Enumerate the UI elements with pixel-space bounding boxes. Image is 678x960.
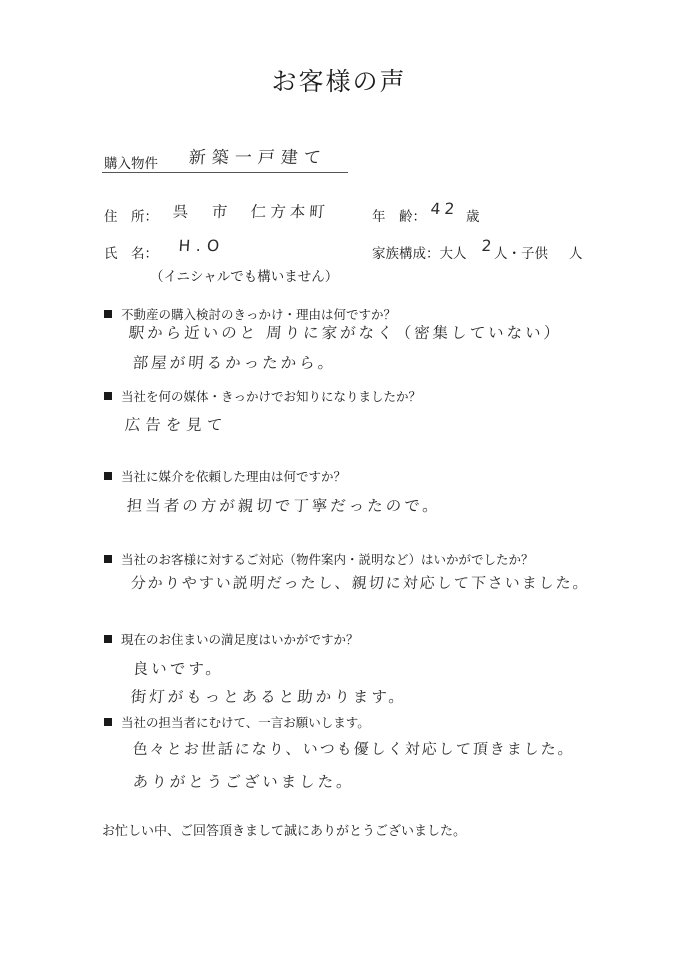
bullet-square-icon	[104, 635, 112, 643]
answer-5-line-1: 良いです。	[132, 660, 225, 678]
question-text: 当社の担当者にむけて、一言お願いします。	[121, 715, 370, 730]
answer-1-line-1: 駅から近いのと 周りに家がなく（密集していない）	[128, 324, 563, 342]
bullet-square-icon	[104, 472, 112, 480]
family-adults: 2	[481, 237, 496, 255]
bullet-square-icon	[104, 555, 112, 563]
answer-1-line-2: 部屋が明るかったから。	[132, 354, 337, 372]
question-4	[104, 550, 534, 568]
address-value: 呉 市 仁方本町	[172, 203, 330, 221]
age-unit: 歳	[466, 209, 480, 225]
answer-4-line-1: 分かりやすい説明だったし、親切に対応して下さいました。	[130, 574, 591, 592]
answer-2-line-1: 広告を見て	[124, 416, 228, 434]
question-text: 当社に媒介を依頼した理由は何ですか？	[121, 469, 347, 484]
property-underline	[102, 172, 348, 173]
property-value: 新築一戸建て	[188, 148, 328, 168]
name-note: （イニシャルでも構いません）	[150, 269, 339, 285]
family-children-label: 人・子供	[494, 246, 548, 262]
question-5	[104, 630, 359, 648]
family-unit: 人	[569, 246, 583, 262]
name-value: H.O	[178, 237, 226, 255]
answer-3-line-1: 担当者の方が親切で丁寧だったので。	[126, 497, 442, 515]
closing-message: お忙しい中、ご回答頂きまして誠にありがとうございました。	[102, 824, 467, 839]
name-label: 氏 名：	[104, 246, 158, 262]
answer-6-line-2: ありがとうございました。	[132, 773, 356, 791]
question-text: 不動産の購入検討のきっかけ・理由は何ですか？	[121, 307, 397, 322]
family-label: 家族構成：大人	[372, 246, 467, 262]
age-value: 42	[430, 200, 459, 218]
age-label: 年 齢：	[372, 209, 426, 225]
bullet-square-icon	[104, 310, 112, 318]
property-label: 購入物件	[104, 156, 158, 172]
question-2	[104, 387, 421, 405]
question-6	[104, 713, 370, 731]
page-title: お客様の声	[271, 67, 407, 96]
question-text: 当社を何の媒体・きっかけでお知りになりましたか？	[121, 389, 422, 404]
question-text: 現在のお住まいの満足度はいかがですか？	[121, 632, 359, 647]
answer-5-line-2: 街灯がもっとあると助かります。	[130, 688, 408, 706]
answer-6-line-1: 色々とお世話になり、いつも優しく対応して頂きました。	[132, 740, 576, 758]
address-label: 住 所：	[104, 209, 158, 225]
question-text: 当社のお客様に対するご対応（物件案内・説明など）はいかがでしたか？	[121, 552, 534, 567]
question-3	[104, 467, 346, 485]
bullet-square-icon	[104, 392, 112, 400]
bullet-square-icon	[104, 718, 112, 726]
